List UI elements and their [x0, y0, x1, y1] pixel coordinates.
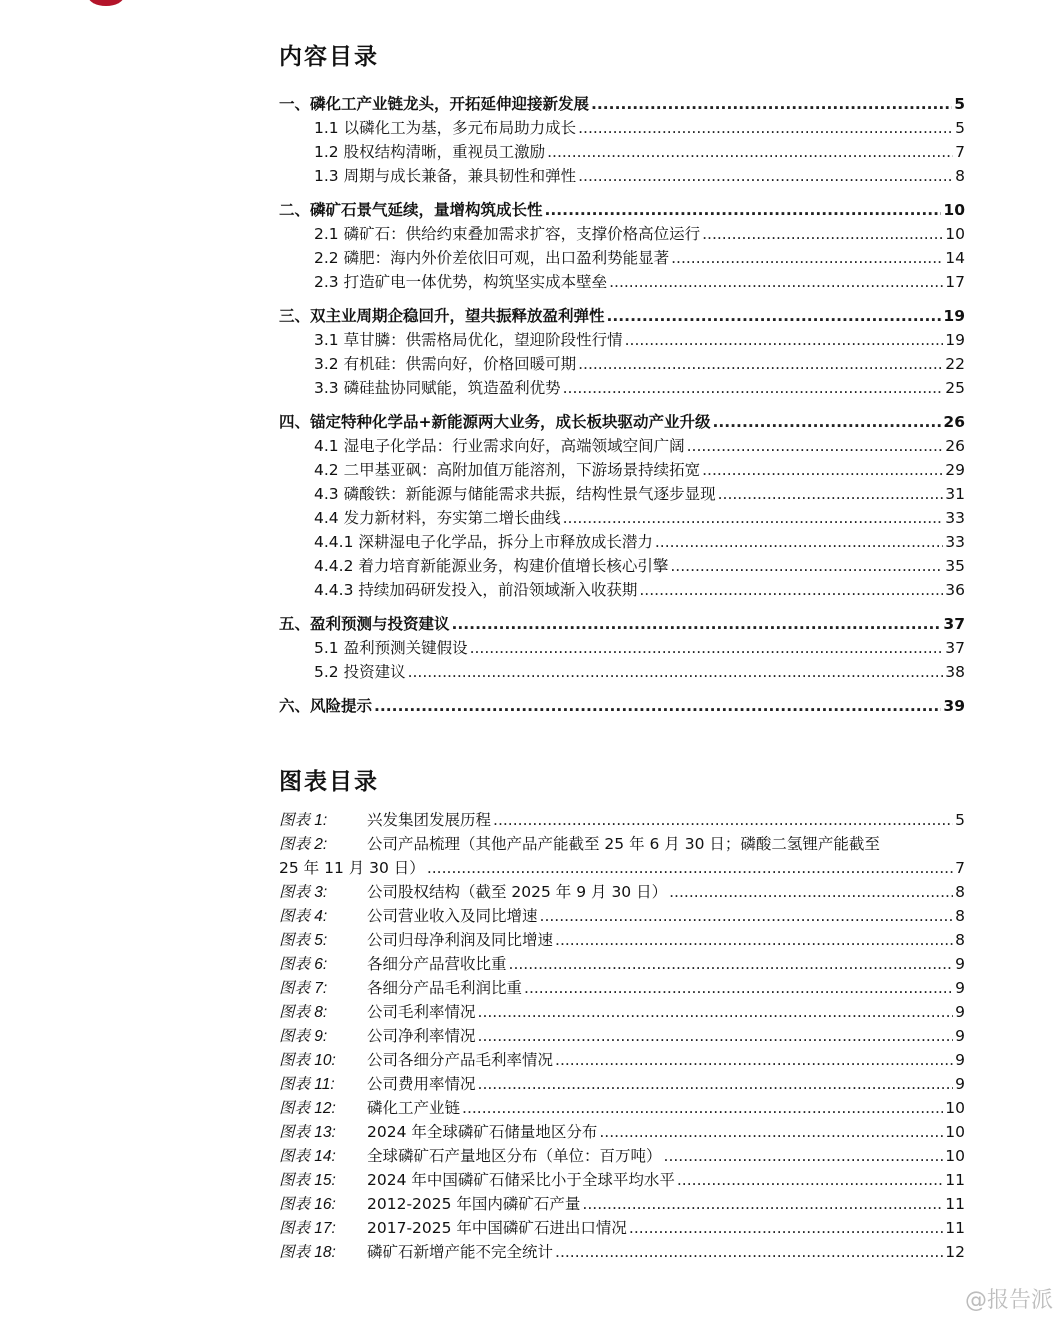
toc-entry-title: 5.1 盈利预测关键假设 [314, 639, 468, 657]
toc-section-entry[interactable] [279, 352, 965, 376]
toc-entry-page: 8 [955, 167, 965, 185]
toc-entry-title: 4.4.3 持续加码研发投入，前沿领域渐入收获期 [314, 581, 638, 599]
toc-entry-title: 五、盈利预测与投资建议 [279, 615, 450, 633]
figure-entry[interactable] [279, 952, 965, 976]
figure-entry[interactable] [279, 1192, 965, 1216]
figure-entry-text [279, 808, 491, 830]
figure-label: 图表 14: [279, 1148, 336, 1165]
figure-label: 图表 6: [279, 956, 328, 973]
toc-entry-page: 26 [943, 413, 965, 431]
dot-leader [374, 697, 941, 715]
dot-leader [478, 1075, 954, 1093]
brand-logo [88, 0, 124, 6]
dot-leader [470, 639, 944, 657]
toc-entry-title: 四、锚定特种化学品+新能源两大业务，成长板块驱动产业升级 [279, 413, 711, 431]
figure-entry[interactable] [279, 1120, 965, 1144]
figure-title: 各细分产品营收比重 [367, 955, 507, 973]
figure-page: 10 [945, 1147, 965, 1165]
figure-page: 9 [955, 1027, 965, 1045]
figure-label: 图表 16: [279, 1196, 336, 1213]
dot-leader [509, 955, 954, 973]
dot-leader [563, 379, 944, 397]
toc-entry-page: 5 [955, 119, 965, 137]
figure-label: 图表 17: [279, 1220, 336, 1237]
toc-entry-title: 3.2 有机硅：供需向好，价格回暖可期 [314, 355, 577, 373]
dot-leader [671, 249, 943, 267]
figure-page: 9 [955, 1075, 965, 1093]
toc-entry-title: 2.1 磷矿石：供给约束叠加需求扩容，支撑价格高位运行 [314, 225, 701, 243]
toc-section-entry[interactable] [279, 140, 965, 164]
dot-leader [563, 509, 944, 527]
figure-label: 图表 15: [279, 1172, 336, 1189]
toc-entry-page: 31 [945, 485, 965, 503]
figure-label: 图表 3: [279, 884, 328, 901]
figure-entry[interactable] [279, 1096, 965, 1120]
figure-page: 5 [955, 811, 965, 829]
figure-page: 10 [945, 1123, 965, 1141]
list-of-figures [279, 808, 965, 1264]
figure-entry[interactable] [279, 808, 965, 832]
figure-entry[interactable] [279, 1240, 965, 1264]
figure-entry-text [279, 1096, 460, 1118]
figure-title: 公司股权结构（截至 2025 年 9 月 30 日） [367, 883, 668, 901]
figure-label: 图表 8: [279, 1004, 328, 1021]
figure-title: 2024 年中国磷矿石储采比小于全球平均水平 [367, 1171, 675, 1189]
figure-title: 兴发集团发展历程 [367, 811, 492, 829]
toc-section-entry[interactable] [279, 482, 965, 506]
figure-title: 全球磷矿石产量地区分布（单位：百万吨） [367, 1147, 662, 1165]
toc-entry-page: 19 [943, 307, 965, 325]
toc-section-entry[interactable] [279, 554, 965, 578]
figure-entry[interactable] [279, 976, 965, 1000]
figure-title: 公司毛利率情况 [367, 1003, 476, 1021]
toc-section-entry[interactable] [279, 270, 965, 294]
dot-leader [493, 811, 953, 829]
toc-entry-title: 六、风险提示 [279, 697, 373, 715]
figure-title: 2017-2025 年中国磷矿石进出口情况 [367, 1219, 627, 1237]
figure-page: 11 [945, 1195, 965, 1213]
contents-heading: 内容目录 [279, 43, 379, 70]
figure-label: 图表 10: [279, 1052, 336, 1069]
toc-entry-page: 37 [943, 615, 965, 633]
figure-entry[interactable] [279, 904, 965, 928]
toc-entry-page: 25 [945, 379, 965, 397]
figure-title: 公司归母净利润及同比增速 [367, 931, 554, 949]
toc-entry-title: 1.2 股权结构清晰，重视员工激励 [314, 143, 546, 161]
toc-entry-title: 3.1 草甘膦：供需格局优化，望迎阶段性行情 [314, 331, 623, 349]
figure-entry-text [279, 904, 538, 926]
toc-entry-title: 5.2 投资建议 [314, 663, 406, 681]
dot-leader [545, 201, 942, 219]
dot-leader [555, 1051, 953, 1069]
figure-page: 9 [955, 955, 965, 973]
dot-leader [582, 1195, 943, 1213]
toc-section-entry[interactable] [279, 328, 965, 352]
toc-section-entry[interactable] [279, 116, 965, 140]
dot-leader [591, 95, 952, 113]
figure-entry-text [279, 1240, 553, 1262]
figure-page: 11 [945, 1171, 965, 1189]
toc-entry-page: 39 [943, 697, 965, 715]
figure-entry[interactable] [279, 1048, 965, 1072]
figure-title: 磷矿石新增产能不完全统计 [367, 1243, 554, 1261]
toc-chapter-entry[interactable] [279, 410, 965, 434]
dot-leader [718, 485, 944, 503]
dot-leader [408, 663, 944, 681]
toc-entry-title: 二、磷矿石景气延续，量增构筑成长性 [279, 201, 543, 219]
dot-leader [713, 413, 942, 431]
figure-page: 12 [945, 1243, 965, 1261]
figure-title: 公司产品梳理（其他产品产能截至 25 年 6 月 30 日；磷酸二氢锂产能截至 [367, 835, 880, 853]
dot-leader [677, 1171, 943, 1189]
figure-entry[interactable] [279, 1144, 965, 1168]
dot-leader [702, 225, 943, 243]
toc-entry-page: 10 [943, 201, 965, 219]
toc-entry-title: 4.1 湿电子化学品：行业需求向好，高端领域空间广阔 [314, 437, 685, 455]
figure-label: 图表 2: [279, 836, 328, 853]
dot-leader [625, 331, 944, 349]
toc-entry-page: 10 [945, 225, 965, 243]
toc-section-entry[interactable] [279, 578, 965, 602]
figure-page: 9 [955, 1051, 965, 1069]
dot-leader [547, 143, 953, 161]
dot-leader [670, 557, 943, 575]
toc-entry-page: 36 [945, 581, 965, 599]
figure-entry[interactable] [279, 880, 965, 904]
toc-entry-page: 19 [945, 331, 965, 349]
toc-entry-title: 4.3 磷酸铁：新能源与储能需求共振，结构性景气逐步显现 [314, 485, 716, 503]
dot-leader [578, 355, 943, 373]
dot-leader [607, 307, 942, 325]
toc-section-entry[interactable] [279, 636, 965, 660]
figure-entry-text [279, 880, 667, 902]
figure-page: 9 [955, 979, 965, 997]
figure-entry-text [279, 952, 507, 974]
figure-entry[interactable] [279, 1216, 965, 1240]
figures-heading: 图表目录 [279, 768, 379, 795]
figure-entry-text [279, 976, 522, 998]
figure-title: 公司各细分产品毛利率情况 [367, 1051, 554, 1069]
toc-entry-page: 14 [945, 249, 965, 267]
toc-chapter-entry[interactable] [279, 304, 965, 328]
figure-entry-text [279, 1024, 476, 1046]
toc-entry-title: 三、双主业周期企稳回升，望共振释放盈利弹性 [279, 307, 605, 325]
toc-section-entry[interactable] [279, 246, 965, 270]
toc-entry-title: 4.4.1 深耕湿电子化学品，拆分上市释放成长潜力 [314, 533, 653, 551]
dot-leader [478, 1027, 954, 1045]
figure-label: 图表 11: [279, 1076, 335, 1093]
dot-leader [578, 119, 953, 137]
dot-leader [427, 859, 953, 877]
dot-leader [524, 979, 953, 997]
dot-leader [655, 533, 943, 551]
dot-leader [555, 1243, 943, 1261]
dot-leader [555, 931, 953, 949]
figure-entry-first-line[interactable] [279, 832, 965, 856]
toc-entry-title: 1.1 以磷化工为基，多元布局助力成长 [314, 119, 577, 137]
toc-entry-title: 2.2 磷肥：海内外价差依旧可观，出口盈利势能显著 [314, 249, 670, 267]
toc-entry-title: 4.4 发力新材料，夯实第二增长曲线 [314, 509, 561, 527]
toc-entry-page: 37 [945, 639, 965, 657]
toc-entry-title: 3.3 磷硅盐协同赋能，筑造盈利优势 [314, 379, 561, 397]
figure-label: 图表 7: [279, 980, 328, 997]
figure-label: 图表 1: [279, 812, 328, 829]
toc-section-entry[interactable] [279, 530, 965, 554]
toc-section-entry[interactable] [279, 660, 965, 684]
toc-entry-page: 38 [945, 663, 965, 681]
dot-leader [687, 437, 944, 455]
figure-entry-text [279, 1216, 627, 1238]
figure-label: 图表 4: [279, 908, 328, 925]
figure-entry-text [279, 1168, 675, 1190]
dot-leader [639, 581, 943, 599]
toc-section-entry[interactable] [279, 434, 965, 458]
toc-entry-page: 17 [945, 273, 965, 291]
toc-entry-title: 4.2 二甲基亚砜：高附加值万能溶剂，下游场景持续拓宽 [314, 461, 701, 479]
toc-entry-page: 33 [945, 509, 965, 527]
figure-title: 公司净利率情况 [367, 1027, 476, 1045]
toc-section-entry[interactable] [279, 376, 965, 400]
figure-label: 图表 9: [279, 1028, 328, 1045]
dot-leader [462, 1099, 943, 1117]
figure-page: 10 [945, 1099, 965, 1117]
toc-entry-page: 7 [955, 143, 965, 161]
dot-leader [452, 615, 942, 633]
figure-page: 9 [955, 1003, 965, 1021]
figure-entry-text [279, 1072, 476, 1094]
figure-page: 8 [955, 907, 965, 925]
dot-leader [669, 883, 953, 901]
figure-page: 11 [945, 1219, 965, 1237]
figure-title: 磷化工产业链 [367, 1099, 461, 1117]
toc-entry-title: 一、磷化工产业链龙头，开拓延伸迎接新发展 [279, 95, 590, 113]
figure-title: 2012-2025 年国内磷矿石产量 [367, 1195, 581, 1213]
toc-entry-title: 1.3 周期与成长兼备，兼具韧性和弹性 [314, 167, 577, 185]
dot-leader [702, 461, 943, 479]
toc-section-entry[interactable] [279, 458, 965, 482]
dot-leader [540, 907, 954, 925]
toc-section-entry[interactable] [279, 506, 965, 530]
toc-entry-page: 33 [945, 533, 965, 551]
toc-chapter-entry[interactable] [279, 612, 965, 636]
table-of-contents [279, 92, 965, 718]
dot-leader [609, 273, 943, 291]
figure-entry[interactable] [279, 1168, 965, 1192]
toc-entry-page: 35 [945, 557, 965, 575]
figure-entry-text [279, 1120, 597, 1142]
toc-entry-title: 2.3 打造矿电一体优势，构筑坚实成本壁垒 [314, 273, 608, 291]
dot-leader [664, 1147, 944, 1165]
figure-entry[interactable] [279, 928, 965, 952]
figure-title: 2024 年全球磷矿石储量地区分布 [367, 1123, 598, 1141]
toc-chapter-entry[interactable] [279, 92, 965, 116]
figure-label: 图表 13: [279, 1124, 336, 1141]
figure-entry-text [279, 1048, 553, 1070]
toc-entry-page: 29 [945, 461, 965, 479]
figure-label: 图表 18: [279, 1244, 336, 1261]
figure-entry-text [279, 1144, 662, 1166]
toc-entry-page: 26 [945, 437, 965, 455]
figure-title: 公司营业收入及同比增速 [367, 907, 538, 925]
figure-title: 公司费用率情况 [367, 1075, 476, 1093]
figure-title-continuation: 25 年 11 月 30 日） [279, 859, 425, 877]
dot-leader [578, 167, 953, 185]
toc-entry-title: 4.4.2 着力培育新能源业务，构建价值增长核心引擎 [314, 557, 669, 575]
figure-page: 7 [955, 859, 965, 877]
figure-title: 各细分产品毛利润比重 [367, 979, 523, 997]
toc-section-entry[interactable] [279, 222, 965, 246]
watermark: @报告派 [964, 1288, 1053, 1313]
dot-leader [629, 1219, 943, 1237]
dot-leader [599, 1123, 943, 1141]
dot-leader [478, 1003, 954, 1021]
figure-entry-text [279, 1000, 476, 1022]
toc-section-entry[interactable] [279, 164, 965, 188]
toc-entry-page: 22 [945, 355, 965, 373]
figure-entry-text [279, 928, 553, 950]
figure-label: 图表 12: [279, 1100, 336, 1117]
toc-chapter-entry[interactable] [279, 694, 965, 718]
figure-entry[interactable] [279, 1072, 965, 1096]
figure-page: 8 [955, 883, 965, 901]
figure-entry[interactable] [279, 856, 965, 880]
toc-chapter-entry[interactable] [279, 198, 965, 222]
figure-page: 8 [955, 931, 965, 949]
figure-entry[interactable] [279, 1000, 965, 1024]
figure-entry-text [279, 1192, 580, 1214]
toc-entry-page: 5 [954, 95, 965, 113]
figure-entry[interactable] [279, 1024, 965, 1048]
figure-label: 图表 5: [279, 932, 328, 949]
